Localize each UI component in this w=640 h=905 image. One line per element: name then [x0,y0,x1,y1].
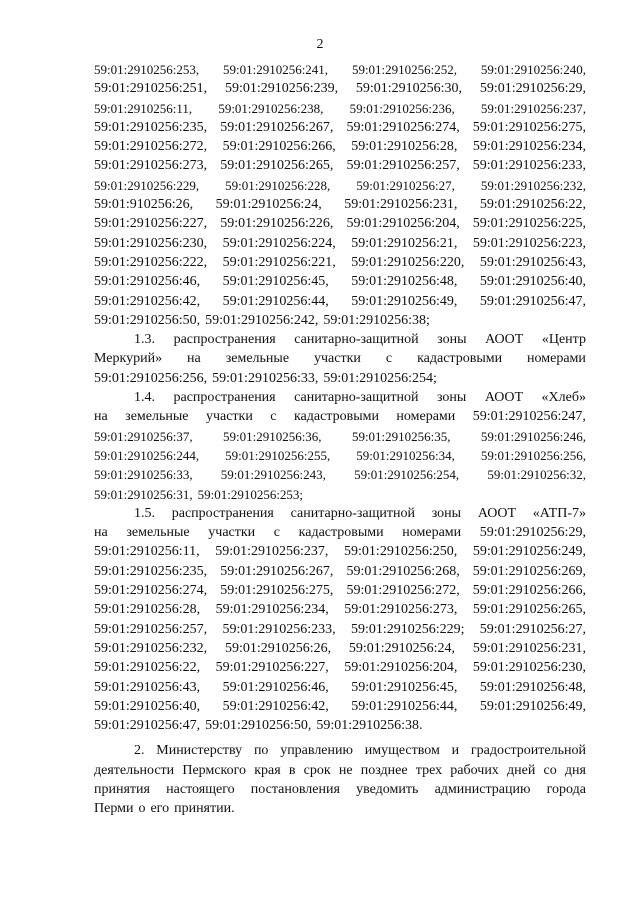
word: 59:01:2910256:29, [479,81,586,97]
word: 59:01:2910256:273, [94,158,208,174]
text-line [94,658,586,677]
word: на [187,351,201,367]
text-line [94,118,586,137]
word: 59:01:2910256:253, [94,62,200,77]
word: города [546,781,586,797]
text-line [94,741,586,760]
word: 59:01:2910256:45, [222,274,329,290]
text-line [94,272,586,291]
word: на [94,525,108,541]
word: 59:01:2910256:254; [323,370,437,386]
word: АООТ [477,505,517,521]
word: 59:01:2910256:42, [94,293,201,309]
word: номерами [396,409,456,425]
word: 59:01:2910256:28, [94,602,201,618]
word: 2. [134,743,145,759]
word: 59:01:2910256:37, [94,428,193,444]
word: настоящего [166,781,235,797]
word: 59:01:2910256:36, [222,428,322,444]
text-line [94,195,586,214]
word: 59:01:2910256:33, [94,467,193,483]
word: 59:01:2910256:272, [346,583,460,599]
word: 59:01:2910256:49, [351,293,458,309]
word: 59:01:2910256:31, [94,486,193,502]
text-line [94,176,586,195]
word: 59:01:2910256:265, [220,158,334,174]
page-number: 2 [316,37,324,52]
word: 1.4. [134,390,155,406]
word: 59:01:910256:26, [94,197,194,213]
word: дней [507,762,536,778]
word: 59:01:2910256:26, [224,640,332,656]
word: деятельности [94,762,175,778]
word: номерами [402,525,462,541]
word: 59:01:2910256:204, [344,660,458,676]
text-line [94,581,586,600]
word: 59:01:2910256:32, [487,467,586,483]
text-line [94,99,586,118]
word: земельные [125,409,189,425]
word: 59:01:2910256:231, [344,197,458,213]
word: 59:01:2910256:230, [94,235,208,251]
word: уведомить [356,781,419,797]
word: земельные [126,525,190,541]
text-line [94,799,586,818]
word: кадастровыми [417,351,503,367]
word: имуществом [364,743,440,759]
paragraph [94,388,586,504]
word: рабочих [450,762,499,778]
word: 59:01:2910256:267, [220,563,334,579]
word: «Хлеб» [541,390,586,406]
word: Пермского [182,762,247,778]
word: Меркурий» [94,351,163,367]
text-line [94,780,586,799]
word: кадастровыми [293,409,379,425]
text-line [94,562,586,581]
word: со [543,762,557,778]
word: 59:01:2910256:244, [94,447,200,463]
word: 59:01:2910256:256, [94,370,208,386]
text-line [94,388,586,407]
text-line [94,465,586,484]
word: дня [564,762,586,778]
word: 59:01:2910256:235, [94,563,208,579]
word: 59:01:2910256:252, [351,62,458,77]
word: принятии. [174,801,235,817]
word: участки [208,525,256,541]
word: 59:01:2910256:234, [472,139,586,155]
word: 59:01:2910256:11, [94,100,193,116]
paragraph [94,330,586,388]
text-line [94,330,586,349]
word: 59:01:2910256:232, [480,177,586,193]
text-line [94,214,586,233]
word: 59:01:2910256:49, [479,698,586,714]
word: 59:01:2910256:223, [472,235,586,251]
text-line [94,253,586,272]
text-line [94,60,586,79]
text-line [94,485,586,504]
paragraph [94,504,586,736]
word: 59:01:2910256:249, [472,544,586,560]
word: администрацию [434,781,531,797]
word: 59:01:2910256:24, [215,197,322,213]
text-line [94,137,586,156]
word: 59:01:2910256:11, [94,544,200,560]
text-line [94,697,586,716]
word: земельные [225,351,290,367]
word: 59:01:2910256:50, [205,718,312,734]
text-line [94,156,586,175]
word: 59:01:2910256:221, [222,254,336,270]
word: санитарно-защитной [294,332,419,348]
text-line [94,349,586,368]
word: 59:01:2910256:48, [479,679,586,695]
word: 59:01:2910256:46, [222,679,329,695]
word: 59:01:2910256:40, [479,274,586,290]
word: 59:01:2910256:238, [218,100,324,116]
word: 59:01:2910256:50, [94,312,201,328]
word: распространения [173,332,276,348]
word: 59:01:2910256:34, [356,447,455,463]
word: 59:01:2910256:257, [346,158,460,174]
text-line [94,639,586,658]
word: участки [314,351,361,367]
word: 59:01:2910256:236, [349,100,455,116]
word: 59:01:2910256:265, [472,602,586,618]
word: 59:01:2910256:243, [220,467,326,483]
word: 59:01:2910256:253; [197,486,304,502]
word: 59:01:2910256:29, [479,525,586,541]
text-line [94,369,586,388]
word: санитарно-защитной [290,505,415,521]
word: его [150,801,170,817]
word: Перми [94,801,134,817]
text-line [94,620,586,639]
word: 59:01:2910256:220, [351,254,465,270]
word: «АТП-7» [532,505,586,521]
word: на [94,409,108,425]
word: 59:01:2910256:222, [94,254,208,270]
word: 59:01:2910256:28, [351,139,458,155]
word: 59:01:2910256:30, [355,81,463,97]
word: 59:01:2910256:46, [94,274,201,290]
word: 59:01:2910256:225, [472,216,586,232]
word: позднее [360,762,408,778]
word: с [270,409,277,425]
text-line [94,716,586,735]
word: 59:01:2910256:24, [348,640,456,656]
word: зоны [436,390,467,406]
word: 59:01:2910256:204, [346,216,460,232]
word: 1.3. [134,332,155,348]
word: 59:01:2910256:269, [472,563,586,579]
word: 59:01:2910256:237, [480,100,586,116]
paragraph [94,60,586,330]
word: 59:01:2910256:43, [479,254,586,270]
word: 59:01:2910256:234, [215,602,329,618]
word: и [451,743,460,759]
word: 59:01:2910256:257, [94,621,208,637]
word: 59:01:2910256:44, [351,698,458,714]
word: 59:01:2910256:43, [94,679,201,695]
word: зоны [431,505,462,521]
word: 59:01:2910256:240, [480,62,586,77]
text-line [94,678,586,697]
word: зоны [437,332,467,348]
word: 59:01:2910256:274, [346,119,460,135]
word: 59:01:2910256:27, [479,621,586,637]
word: 59:01:2910256:274, [94,583,208,599]
text-line [94,523,586,542]
text-line [94,79,586,98]
word: трех [415,762,443,778]
word: 59:01:2910256:254, [354,467,460,483]
text-line [94,407,586,426]
word: 59:01:2910256:239, [224,81,339,97]
word: 59:01:2910256:22, [94,660,201,676]
word: 59:01:2910256:47, [94,718,201,734]
word: санитарно-защитной [294,390,419,406]
word: не [338,762,353,778]
word: 59:01:2910256:230, [472,660,586,676]
text-line [94,761,586,780]
word: 59:01:2910256:232, [94,640,208,656]
word: 59:01:2910256:45, [351,679,458,695]
word: 59:01:2910256:227, [215,660,329,676]
text-line [94,542,586,561]
word: постановления [250,781,340,797]
word: 59:01:2910256:241, [222,62,329,77]
word: 59:01:2910256:21, [351,235,458,251]
word: 59:01:2910256:256, [480,447,586,463]
word: 59:01:2910256:266, [222,139,336,155]
word: 59:01:2910256:22, [479,197,586,213]
word: 59:01:2910256:44, [222,293,329,309]
word: срок [303,762,331,778]
text-line [94,427,586,446]
word: 59:01:2910256:229, [94,177,200,193]
word: 59:01:2910256:226, [220,216,334,232]
word: 59:01:2910256:47, [479,293,586,309]
word: АООТ [485,332,524,348]
word: 59:01:2910256:233, [222,621,336,637]
word: по [253,743,269,759]
word: градостроительной [470,743,586,759]
word: 59:01:2910256:275, [472,119,586,135]
word: о [138,801,146,817]
word: с [385,351,393,367]
word: кадастровыми [298,525,384,541]
text-line [94,292,586,311]
word: номерами [527,351,586,367]
word: 59:01:2910256:251, [94,81,208,97]
word: 59:01:2910256:247, [472,409,586,425]
word: 59:01:2910256:275, [220,583,334,599]
word: 59:01:2910256:267, [220,119,334,135]
text-line [94,234,586,253]
word: 59:01:2910256:250, [344,544,458,560]
word: распространения [173,390,276,406]
word: 59:01:2910256:229; [350,621,465,637]
word: 59:01:2910256:273, [344,602,458,618]
word: 59:01:2910256:35, [351,428,451,444]
word: 59:01:2910256:38. [316,718,423,734]
word: 59:01:2910256:237, [215,544,329,560]
word: 59:01:2910256:235, [94,119,208,135]
word: 59:01:2910256:48, [351,274,458,290]
word: 59:01:2910256:272, [94,139,208,155]
word: 59:01:2910256:27, [356,177,455,193]
word: 59:01:2910256:233, [472,158,586,174]
word: 59:01:2910256:38; [323,312,430,328]
text-line [94,446,586,465]
word: с [273,525,281,541]
word: 59:01:2910256:42, [222,698,329,714]
word: 59:01:2910256:242, [205,312,319,328]
word: 59:01:2910256:227, [94,216,208,232]
word: АООТ [484,390,524,406]
word: 59:01:2910256:228, [225,177,331,193]
text-line [94,311,586,330]
word: 59:01:2910256:246, [480,428,586,444]
word: 1.5. [134,505,155,521]
word: 59:01:2910256:224, [222,235,336,251]
word: 59:01:2910256:266, [472,583,586,599]
paragraph [94,741,586,818]
text-line [94,600,586,619]
word: 59:01:2910256:268, [346,563,460,579]
word: 59:01:2910256:33, [212,370,319,386]
word: распространения [171,505,274,521]
document-body [94,60,586,819]
word: края [254,762,281,778]
text-line [94,504,586,523]
word: принятия [94,781,150,797]
word: 59:01:2910256:40, [94,698,201,714]
word: участки [205,409,253,425]
word: «Центр [541,332,586,348]
word: управлению [280,743,353,759]
word: 59:01:2910256:231, [472,640,586,656]
word: 59:01:2910256:255, [225,447,331,463]
word: Министерству [156,743,243,759]
word: в [288,762,296,778]
